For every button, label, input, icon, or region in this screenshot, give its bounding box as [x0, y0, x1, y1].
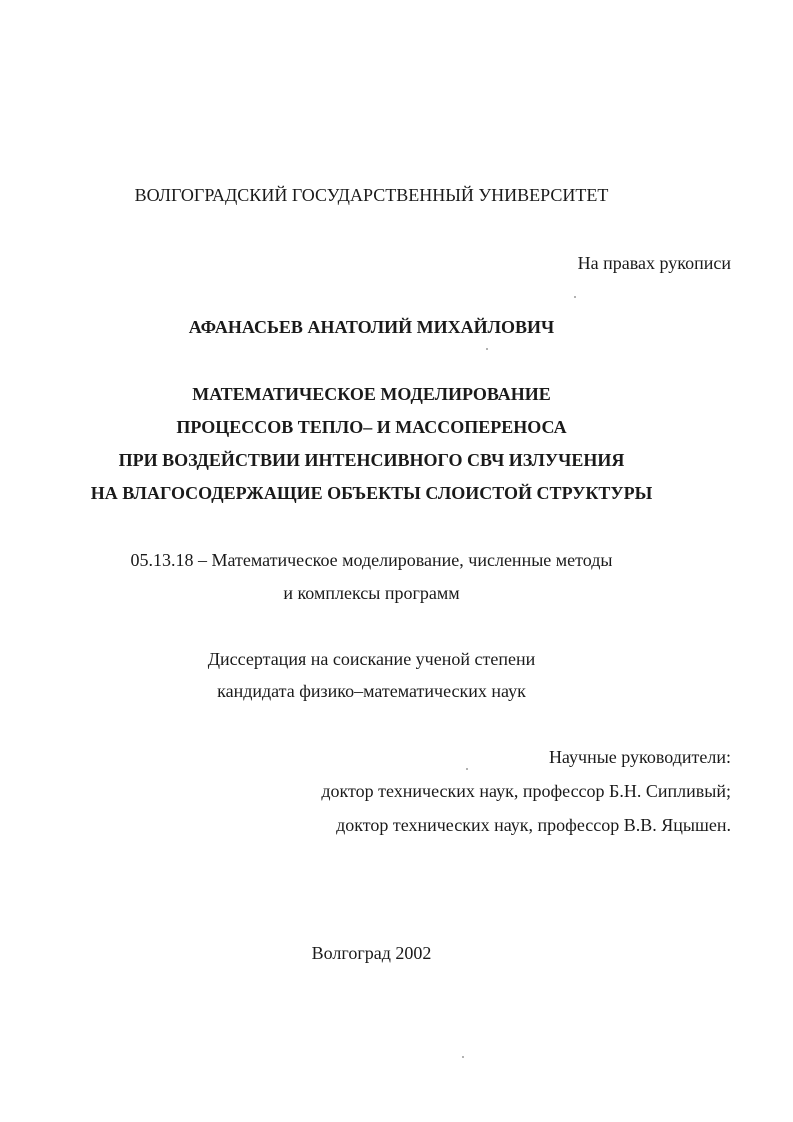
scan-speck	[466, 768, 468, 770]
degree-line: кандидата физико–математических наук	[217, 681, 526, 701]
author-name: АФАНАСЬЕВ АНАТОЛИЙ МИХАЙЛОВИЧ	[188, 317, 555, 337]
scan-speck	[574, 296, 576, 298]
title-line: ПРИ ВОЗДЕЙСТВИИ ИНТЕНСИВНОГО СВЧ ИЗЛУЧЕНИЯ	[118, 450, 625, 470]
scan-speck	[462, 1056, 464, 1058]
specialty-line: 05.13.18 – Математическое моделирование, численные методы	[130, 550, 613, 570]
city-year: Волгоград 2002	[311, 943, 432, 963]
degree-line: Диссертация на соискание ученой степени	[207, 649, 536, 669]
advisor-line: доктор технических наук, профессор Б.Н. Сипливый;	[321, 781, 731, 801]
title-line: НА ВЛАГОСОДЕРЖАЩИЕ ОБЪЕКТЫ СЛОИСТОЙ СТРУКТУРЫ	[90, 483, 653, 503]
advisor-line: доктор технических наук, профессор В.В. Яцышен.	[336, 815, 731, 835]
advisors-heading: Научные руководители:	[548, 747, 731, 767]
university-name: ВОЛГОГРАДСКИЙ ГОСУДАРСТВЕННЫЙ УНИВЕРСИТЕТ	[134, 185, 609, 205]
scan-speck	[486, 348, 488, 350]
manuscript-note: На правах рукописи	[577, 253, 731, 273]
title-line: ПРОЦЕССОВ ТЕПЛО– И МАССОПЕРЕНОСА	[176, 417, 567, 437]
title-line: МАТЕМАТИЧЕСКОЕ МОДЕЛИРОВАНИЕ	[192, 384, 551, 404]
specialty-line: и комплексы программ	[283, 583, 460, 603]
